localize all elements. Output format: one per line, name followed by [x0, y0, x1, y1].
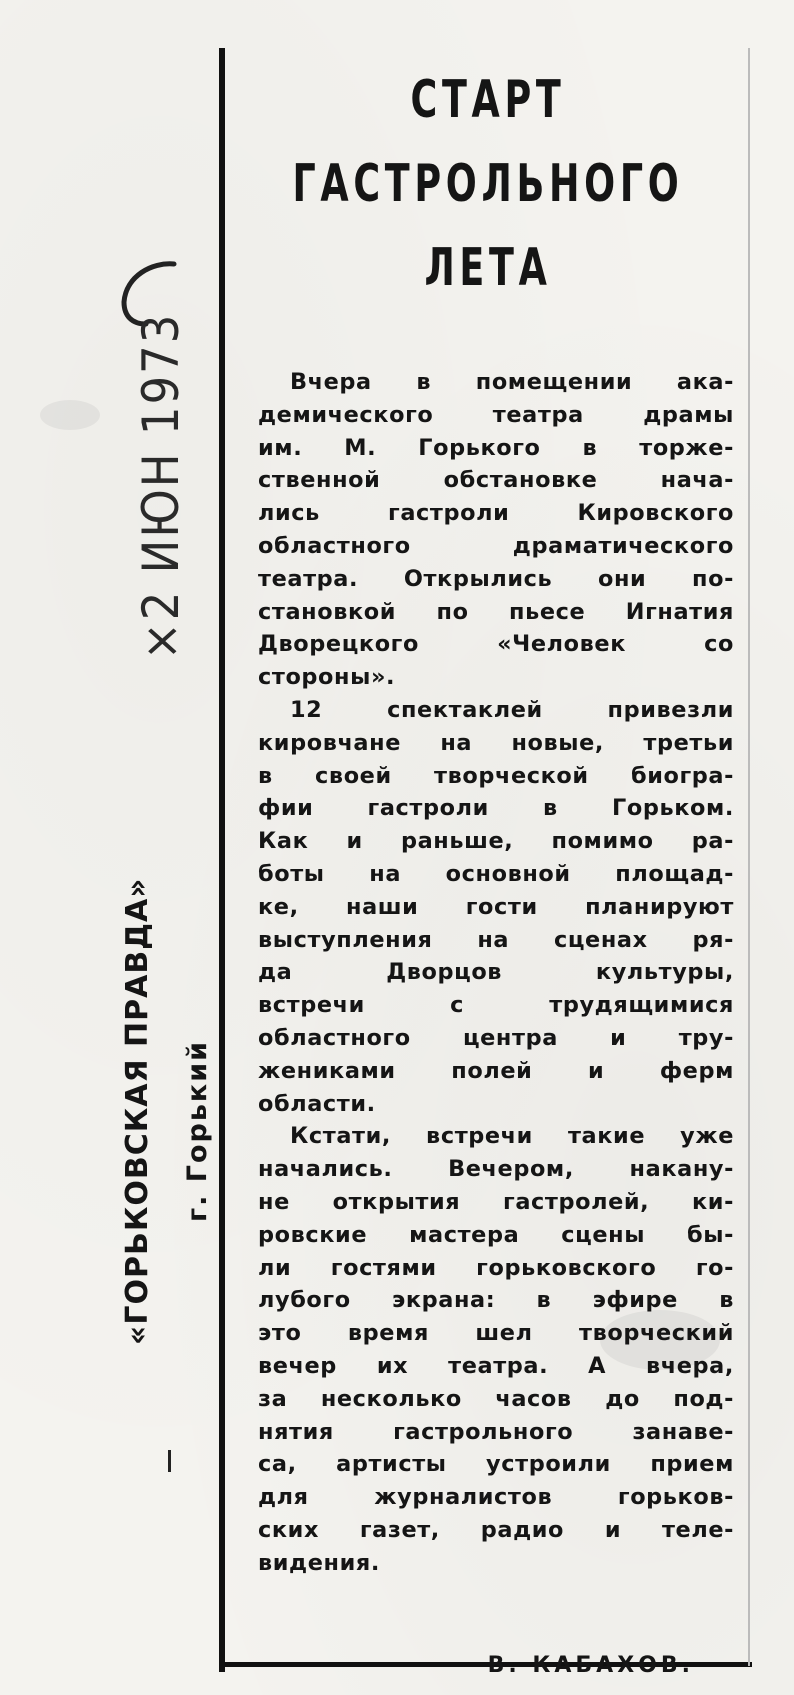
article-text-line: лись гастроли Кировского: [258, 500, 734, 527]
article-text-line: да Дворцов культуры,: [258, 959, 734, 986]
headline-line: ГАСТРОЛЬНОГО: [292, 154, 684, 214]
article-text-line: нятия гастрольного занаве-: [258, 1418, 734, 1445]
article-text-line: за несколько часов до под-: [258, 1385, 734, 1412]
article-text-line: фии гастроли в Горьком.: [258, 795, 734, 822]
article-text-line: областного драматического: [258, 532, 734, 559]
margin-tick: [168, 1450, 171, 1472]
headline-line: ЛЕТА: [424, 238, 552, 298]
article-text-line: начались. Вечером, накану-: [258, 1156, 734, 1183]
article-text-line: выступления на сценах ря-: [258, 926, 734, 953]
article-text-line: встречи с трудящимися: [258, 992, 734, 1019]
article-text-line: областного центра и тру-: [258, 1024, 734, 1051]
article-text-line: демического театра драмы: [258, 401, 734, 428]
article-text-line: вечер их театра. А вчера,: [258, 1352, 734, 1379]
article-text-line: ских газет, радио и теле-: [258, 1516, 734, 1543]
article-body: [258, 366, 734, 1579]
date-stamp: ×2 ИЮН 1973: [132, 312, 190, 660]
article-text-line: Вчера в помещении ака-: [290, 369, 734, 395]
article-text-line: в своей творческой биогра-: [258, 762, 734, 789]
article-headline: [282, 58, 694, 310]
newspaper-source-city: г. Горький: [182, 1039, 213, 1222]
headline-line: СТАРТ: [410, 70, 566, 130]
article-text-line: им. М. Горького в торже-: [258, 434, 734, 461]
article-text-line: Кстати, встречи такие уже: [290, 1123, 734, 1150]
article-text-line: не открытия гастролей, ки-: [258, 1188, 734, 1215]
article-text-line: ственной обстановке нача-: [258, 467, 734, 494]
article-signature: В. КАБАХОВ.: [487, 1653, 694, 1678]
article-text-line: для журналистов горьков-: [258, 1484, 734, 1511]
article-text-line: театра. Открылись они по-: [258, 565, 734, 592]
newspaper-source-name: «ГОРЬКОВСКАЯ ПРАВДА»: [120, 877, 155, 1345]
article-text-line: жениками полей и ферм: [258, 1057, 734, 1084]
article-text-line: Дворецкого «Человек со: [258, 631, 734, 658]
article-text-line: 12 спектаклей привезли: [290, 696, 734, 723]
article-text-line: видения.: [258, 1549, 380, 1576]
article-text-line: боты на основной площад-: [258, 860, 734, 887]
article-column: [224, 48, 752, 1678]
paper-stain: [40, 400, 100, 430]
article-text-line: области.: [258, 1090, 376, 1117]
article-text-line: ли гостями горьковского го-: [258, 1254, 734, 1281]
article-text-line: стороны».: [258, 664, 396, 691]
article-text-line: становкой по пьесе Игнатия: [258, 598, 734, 625]
article-text-line: Как и раньше, помимо ра-: [258, 828, 734, 855]
article-text-line: ке, наши гости планируют: [258, 893, 734, 920]
article-text-line: са, артисты устроили прием: [258, 1451, 734, 1478]
article-text-line: это время шел творческий: [258, 1320, 734, 1347]
article-text-line: кировчане на новые, третьи: [258, 729, 734, 756]
article-text-line: лубого экрана: в эфире в: [258, 1287, 734, 1314]
article-text-line: ровские мастера сцены бы-: [258, 1221, 734, 1248]
